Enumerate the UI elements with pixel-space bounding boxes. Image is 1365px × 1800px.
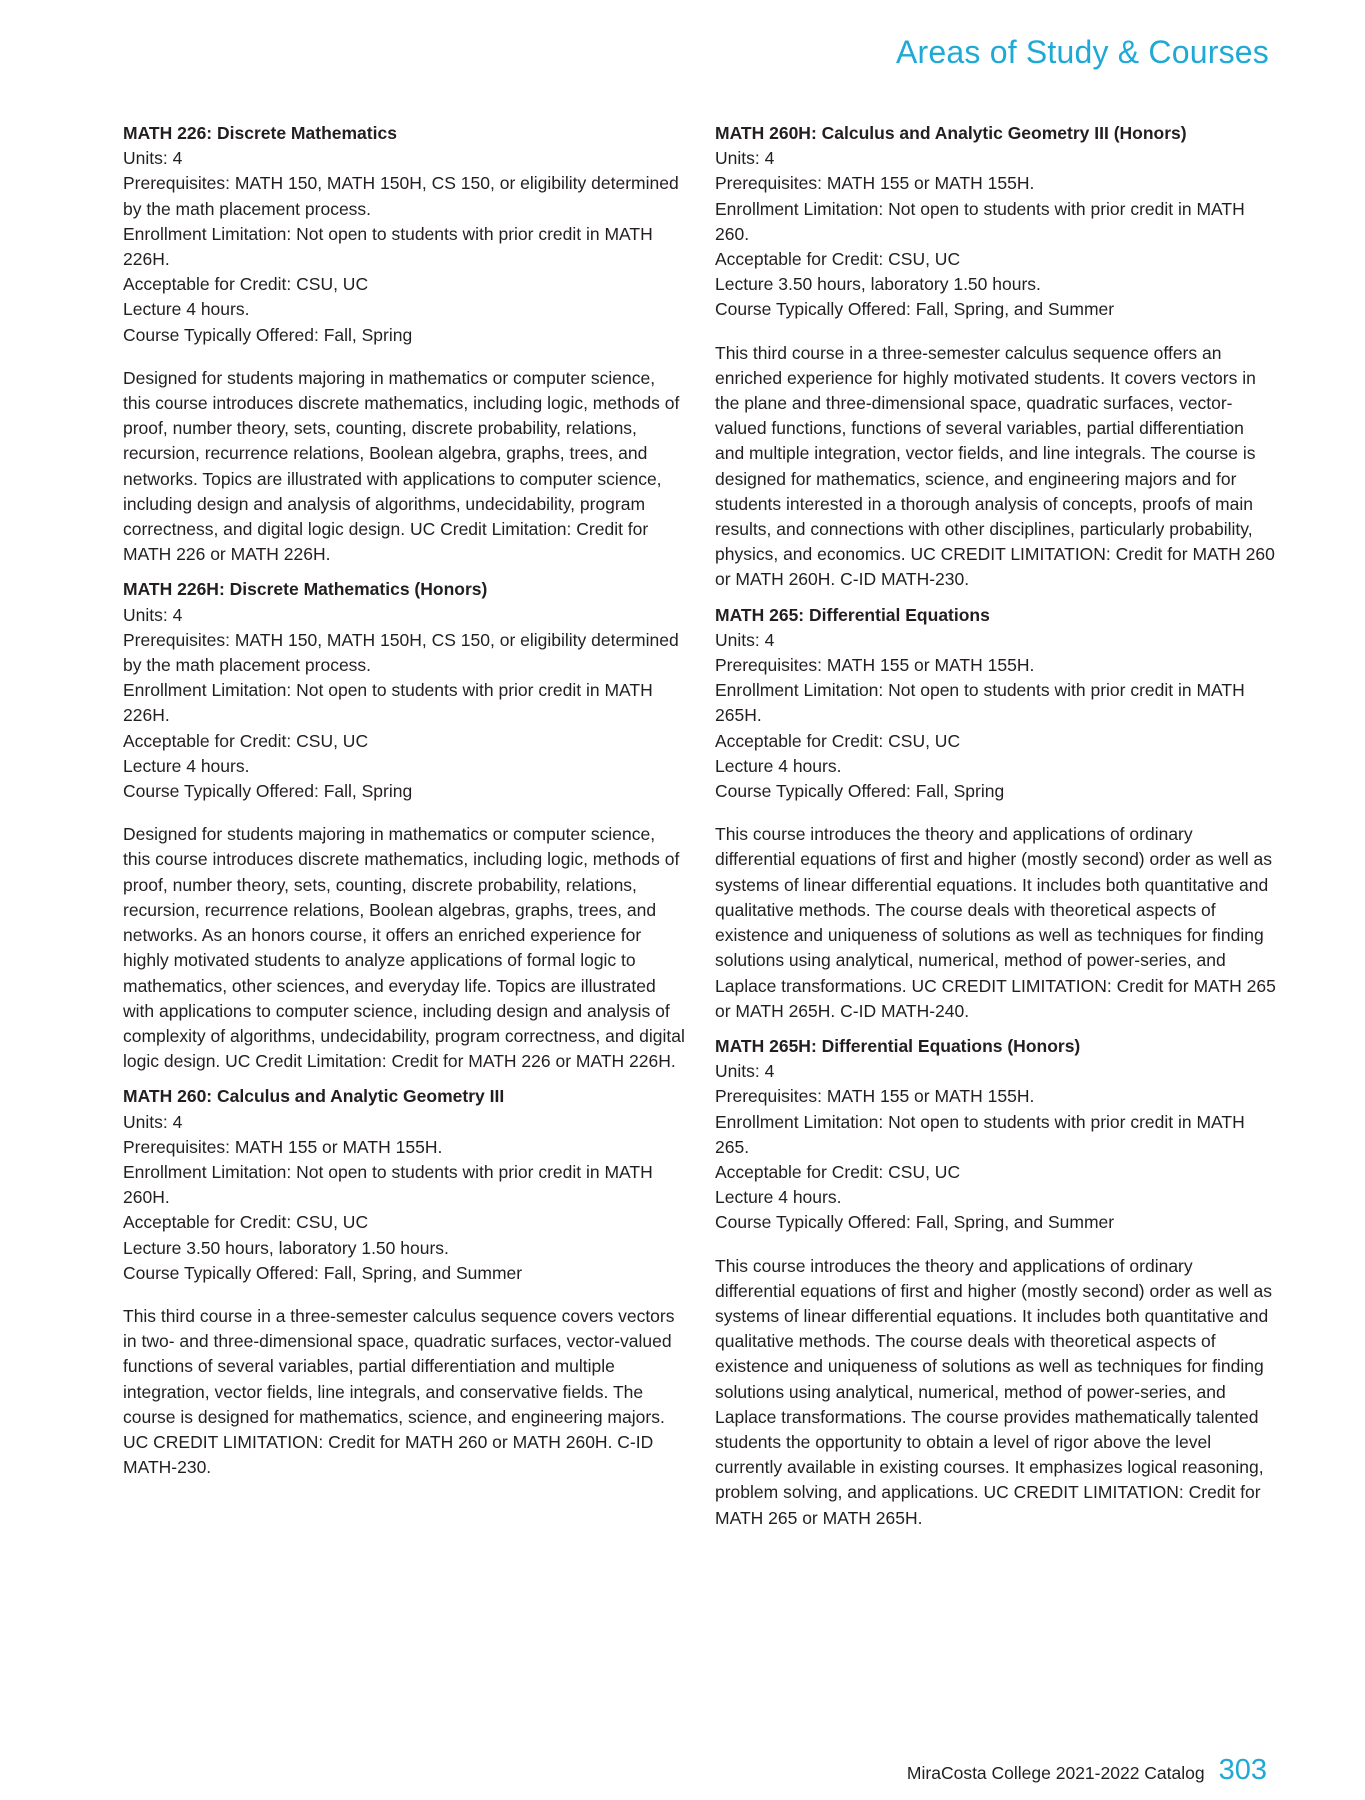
page-header-title: Areas of Study & Courses	[896, 34, 1269, 70]
course-title: MATH 265H: Differential Equations (Honors)	[715, 1035, 1081, 1056]
course-description: This third course in a three-semester calculus sequence covers vectors in two- and three-dimensional space, quadratic surfaces, vector-valued functions of several variables, partial differentiation and multiple integration, vector fields, line integrals, and conservative fields. The course is designed for mathematics, science, and engineering majors. UC CREDIT LIMITATION: Credit for MATH 260 or MATH 260H. C-ID MATH-230.	[123, 1305, 675, 1478]
course-entry	[715, 121, 1277, 593]
course-entry	[715, 1034, 1277, 1531]
course-details: Units: 4 Prerequisites: MATH 155 or MATH 155H. Enrollment Limitation: Not open to students with prior credit in MATH 260. Acceptable for Credit: CSU, UC Lecture 3.50 hours, laboratory 1.50 hours. Course Typically Offered: Fall, Spring, and Summer	[715, 148, 1245, 320]
course-details: Units: 4 Prerequisites: MATH 150, MATH 150H, CS 150, or eligibility determined by the math placement process. Enrollment Limitation: Not open to students with prior credit in MATH 226H. Acceptable for Credit: CSU, UC Lecture 4 hours. Course Typically Offered: Fall, Spring	[123, 148, 679, 345]
course-description: This course introduces the theory and applications of ordinary differential equations of first and higher (mostly second) order as well as systems of linear differential equations. It includes both quantitative and qualitative methods. The course deals with theoretical aspects of existence and uniqueness of solutions as well as techniques for finding solutions using analytical, numerical, method of power-series, and Laplace transformations. UC CREDIT LIMITATION: Credit for MATH 265 or MATH 265H. C-ID MATH-240.	[715, 824, 1276, 1021]
course-description: This course introduces the theory and applications of ordinary differential equations of first and higher (mostly second) order as well as systems of linear differential equations. It includes both quantitative and qualitative methods. The course deals with theoretical aspects of existence and uniqueness of solutions as well as techniques for finding solutions using analytical, numerical, method of power-series, and Laplace transformations. The course provides mathematically talented students the opportunity to obtain a level of rigor above the level currently available in existing courses. It emphasizes logical reasoning, problem solving, and applications. UC CREDIT LIMITATION: Credit for MATH 265 or MATH 265H.	[715, 1255, 1273, 1528]
course-details: Units: 4 Prerequisites: MATH 155 or MATH 155H. Enrollment Limitation: Not open to students with prior credit in MATH 260H. Acceptable for Credit: CSU, UC Lecture 3.50 hours, laboratory 1.50 hours. Course Typically Offered: Fall, Spring, and Summer	[123, 1111, 653, 1283]
page-footer	[907, 1754, 1267, 1787]
left-column	[123, 121, 685, 1486]
catalog-name: MiraCosta College 2021-2022 Catalog	[906, 1763, 1205, 1783]
course-entry	[123, 121, 685, 567]
course-details: Units: 4 Prerequisites: MATH 150, MATH 150H, CS 150, or eligibility determined by the math placement process. Enrollment Limitation: Not open to students with prior credit in MATH 226H. Acceptable for Credit: CSU, UC Lecture 4 hours. Course Typically Offered: Fall, Spring	[123, 604, 679, 802]
course-entry	[123, 577, 685, 1074]
course-title: MATH 260H: Calculus and Analytic Geometry III (Honors)	[715, 123, 1187, 143]
course-title: MATH 226: Discrete Mathematics	[123, 123, 397, 143]
right-column	[715, 121, 1277, 1537]
course-details: Units: 4 Prerequisites: MATH 155 or MATH 155H. Enrollment Limitation: Not open to students with prior credit in MATH 265H. Acceptable for Credit: CSU, UC Lecture 4 hours. Course Typically Offered: Fall, Spring	[715, 629, 1245, 802]
course-title: MATH 265: Differential Equations	[715, 604, 990, 625]
course-title: MATH 260: Calculus and Analytic Geometry III	[123, 1086, 505, 1107]
course-description: Designed for students majoring in mathematics or computer science, this course introduces discrete mathematics, including logic, methods of proof, number theory, sets, counting, discrete probability, relations, recursion, recurrence relations, Boolean algebra, graphs, trees, and networks. Topics are illustrated with applications to computer science, including design and analysis of algorithms, undecidability, program correctness, and digital logic design. UC Credit Limitation: Credit for MATH 226 or MATH 226H.	[123, 367, 680, 565]
course-entry	[123, 1084, 685, 1480]
page-number: 303	[1218, 1754, 1267, 1786]
course-description: Designed for students majoring in mathematics or computer science, this course introduces discrete mathematics, including logic, methods of proof, number theory, sets, counting, discrete probability, relations, recursion, recurrence relations, Boolean algebras, graphs, trees, and networks. As an honors course, it offers an enriched experience for highly motivated students to analyze applications of formal logic to mathematics, other sciences, and everyday life. Topics are illustrated with applications to computer science, including design and analysis of complexity of algorithms, undecidability, program correctness, and digital logic design. UC Credit Limitation: Credit for MATH 226 or MATH 226H.	[123, 824, 685, 1072]
course-details: Units: 4 Prerequisites: MATH 155 or MATH 155H. Enrollment Limitation: Not open to students with prior credit in MATH 265. Acceptable for Credit: CSU, UC Lecture 4 hours. Course Typically Offered: Fall, Spring, and Summer	[715, 1061, 1245, 1233]
course-title: MATH 226H: Discrete Mathematics (Honors)	[123, 579, 488, 600]
course-description: This third course in a three-semester calculus sequence offers an enriched experience for highly motivated students. It covers vectors in the plane and three-dimensional space, quadratic surfaces, vector-valued functions, functions of several variables, partial differentiation and multiple integration, vector fields, and line integrals. The course is designed for mathematics, science, and engineering majors and for students interested in a thorough analysis of concepts, proofs of main results, and connections with other disciplines, particularly probability, physics, and economics. UC CREDIT LIMITATION: Credit for MATH 260 or MATH 260H. C-ID MATH-230.	[715, 342, 1275, 590]
course-entry	[715, 603, 1277, 1024]
